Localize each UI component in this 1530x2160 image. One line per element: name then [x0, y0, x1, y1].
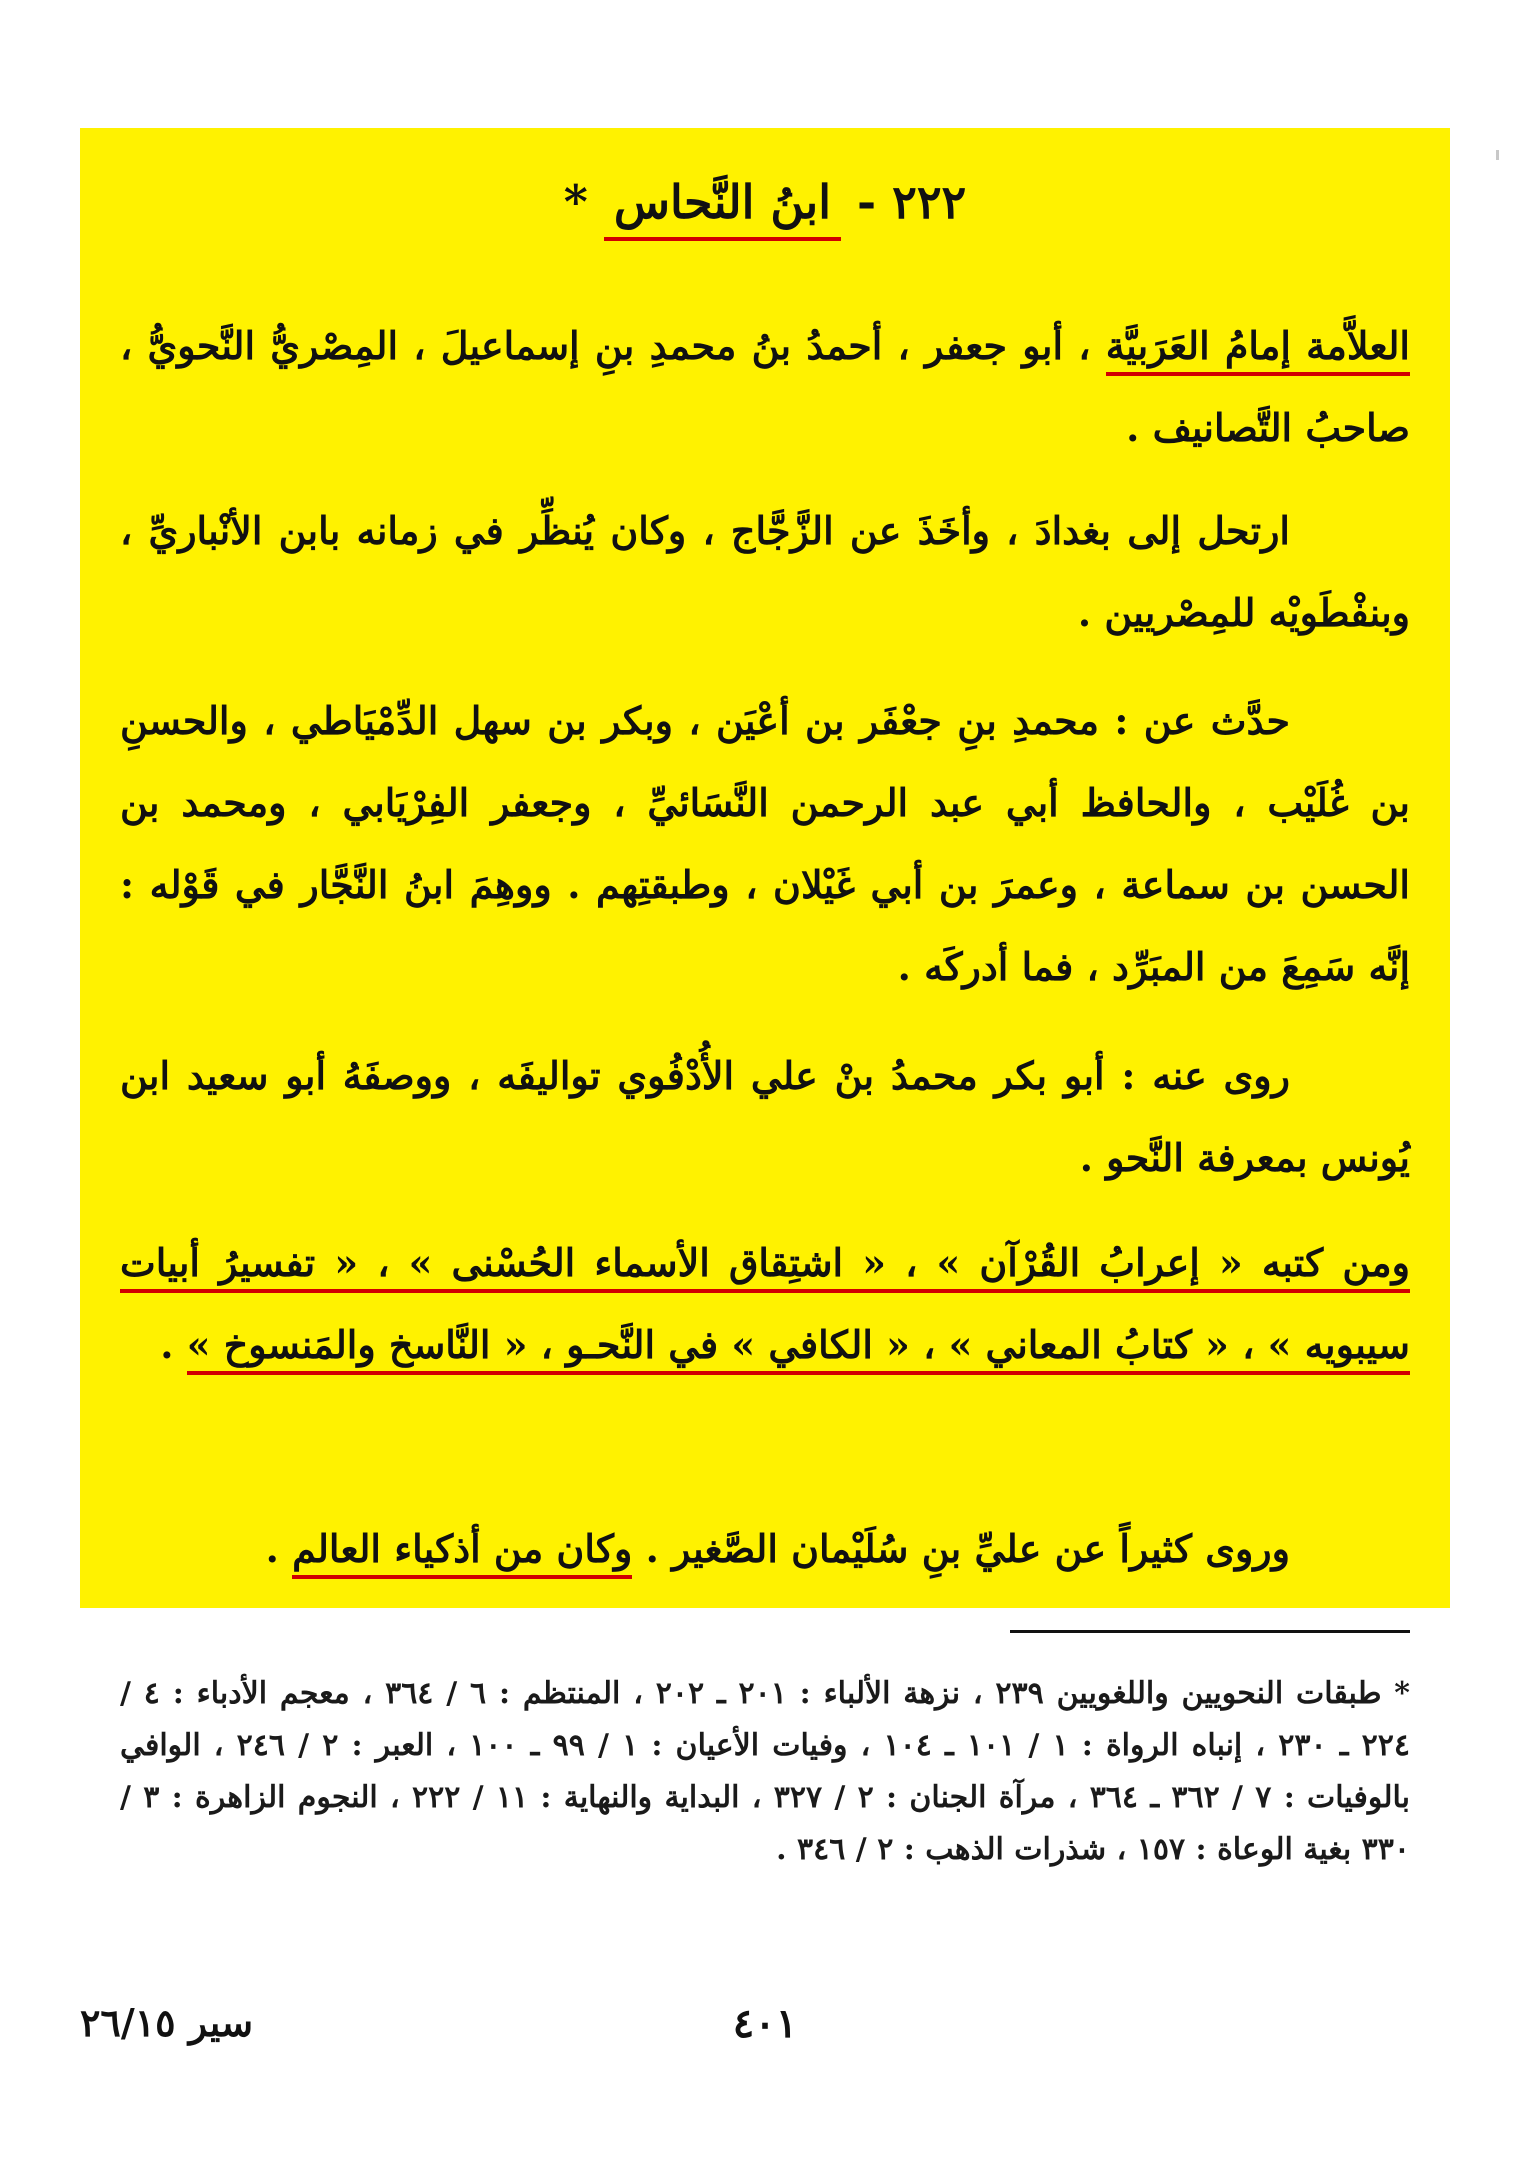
- underlined-closing: وكان من أذكياء العالم: [292, 1526, 632, 1579]
- underlined-title: العلاَّمة إمامُ العَرَبيَّة: [1106, 323, 1410, 376]
- paragraph-intro: [120, 305, 1410, 469]
- books-end: .: [160, 1322, 174, 1367]
- entry-name: ابنُ النَّحاس: [604, 175, 841, 241]
- entry-number: ٢٢٢: [892, 175, 967, 229]
- paragraph-teachers: حدَّث عن : محمدِ بنِ جعْفَر بن أعْيَن ، وبكر بن سهل الدِّمْيَاطي ، والحسنِ بن غُلَيْب ، والحافظ أبي عبد الرحمن النَّسَائيِّ ، وجعفر الفِرْيَابي ، ومحمد بن الحسن بن سماعة ، وعمرَ بن أبي غَيْلان ، وطبقتِهم . ووهِمَ ابنُ النَّجَّار في قَوْله : إنَّه سَمِعَ من المبَرِّد ، فما أدركَه .: [120, 698, 1410, 989]
- page-number: ٤٠١: [732, 2000, 798, 2047]
- margin-mark: [1496, 150, 1499, 160]
- intro-text: ، أبو جعفر ، أحمدُ بنُ محمدِ بنِ إسماعيلَ ، المِصْريُّ النَّحويُّ ، صاحبُ التَّصانيف .: [120, 323, 1410, 450]
- footnote-divider: [1010, 1630, 1410, 1633]
- paragraph-students: روى عنه : أبو بكر محمدُ بنْ علي الأُدْفُوي تواليفَه ، ووصفَهُ أبو سعيد ابن يُونس بمعرفة النَّحو .: [120, 1053, 1410, 1180]
- entry-title: [80, 175, 1450, 241]
- footnote-marker: *: [563, 175, 588, 229]
- paragraph-travel: ارتحل إلى بغدادَ ، وأخَذَ عن الزَّجَّاج ، وكان يُنظِّر في زمانه بابن الأنْباريِّ ، وبنفْطَويْه للمِصْريين .: [120, 508, 1410, 635]
- signature-mark: سير ٢٦/١٥: [80, 2000, 254, 2045]
- footnote-sources: * طبقات النحويين واللغويين ٢٣٩ ، نزهة الألباء : ٢٠١ ـ ٢٠٢ ، المنتظم : ٦ / ٣٦٤ ، معجم الأدباء : ٤ / ٢٢٤ ـ ٢٣٠ ، إنباه الرواة : ١ / ١٠١ ـ ١٠٤ ، وفيات الأعيان : ١ / ٩٩ ـ ١٠٠ ، العبر : ٢ / ٢٤٦ ، الوافي بالوفيات : ٧ / ٣٦٢ ـ ٣٦٤ ، مرآة الجنان : ٢ / ٣٢٧ ، البداية والنهاية : ١١ / ٢٢٢ ، النجوم الزاهرة : ٣ / ٣٣٠ بغية الوعاة : ١٥٧ ، شذرات الذهب : ٢ / ٣٤٦ .: [120, 1676, 1410, 1867]
- closing-text: وروى كثيراً عن عليِّ بنِ سُلَيْمان الصَّغير .: [645, 1526, 1290, 1571]
- paragraph-closing: [120, 1508, 1410, 1590]
- underlined-book-list: ومن كتبه « إعرابُ القُرْآن » ، « اشتِقاق الأسماء الحُسْنى » ، « تفسيرُ أبيات سيبويه » ، « كتابُ المعاني » ، « الكافي » في النَّحـو ، « النَّاسخ والمَنسوخ »: [120, 1240, 1410, 1375]
- closing-end: .: [265, 1526, 279, 1571]
- paragraph-books: [120, 1222, 1410, 1386]
- entry-separator: -: [857, 175, 877, 229]
